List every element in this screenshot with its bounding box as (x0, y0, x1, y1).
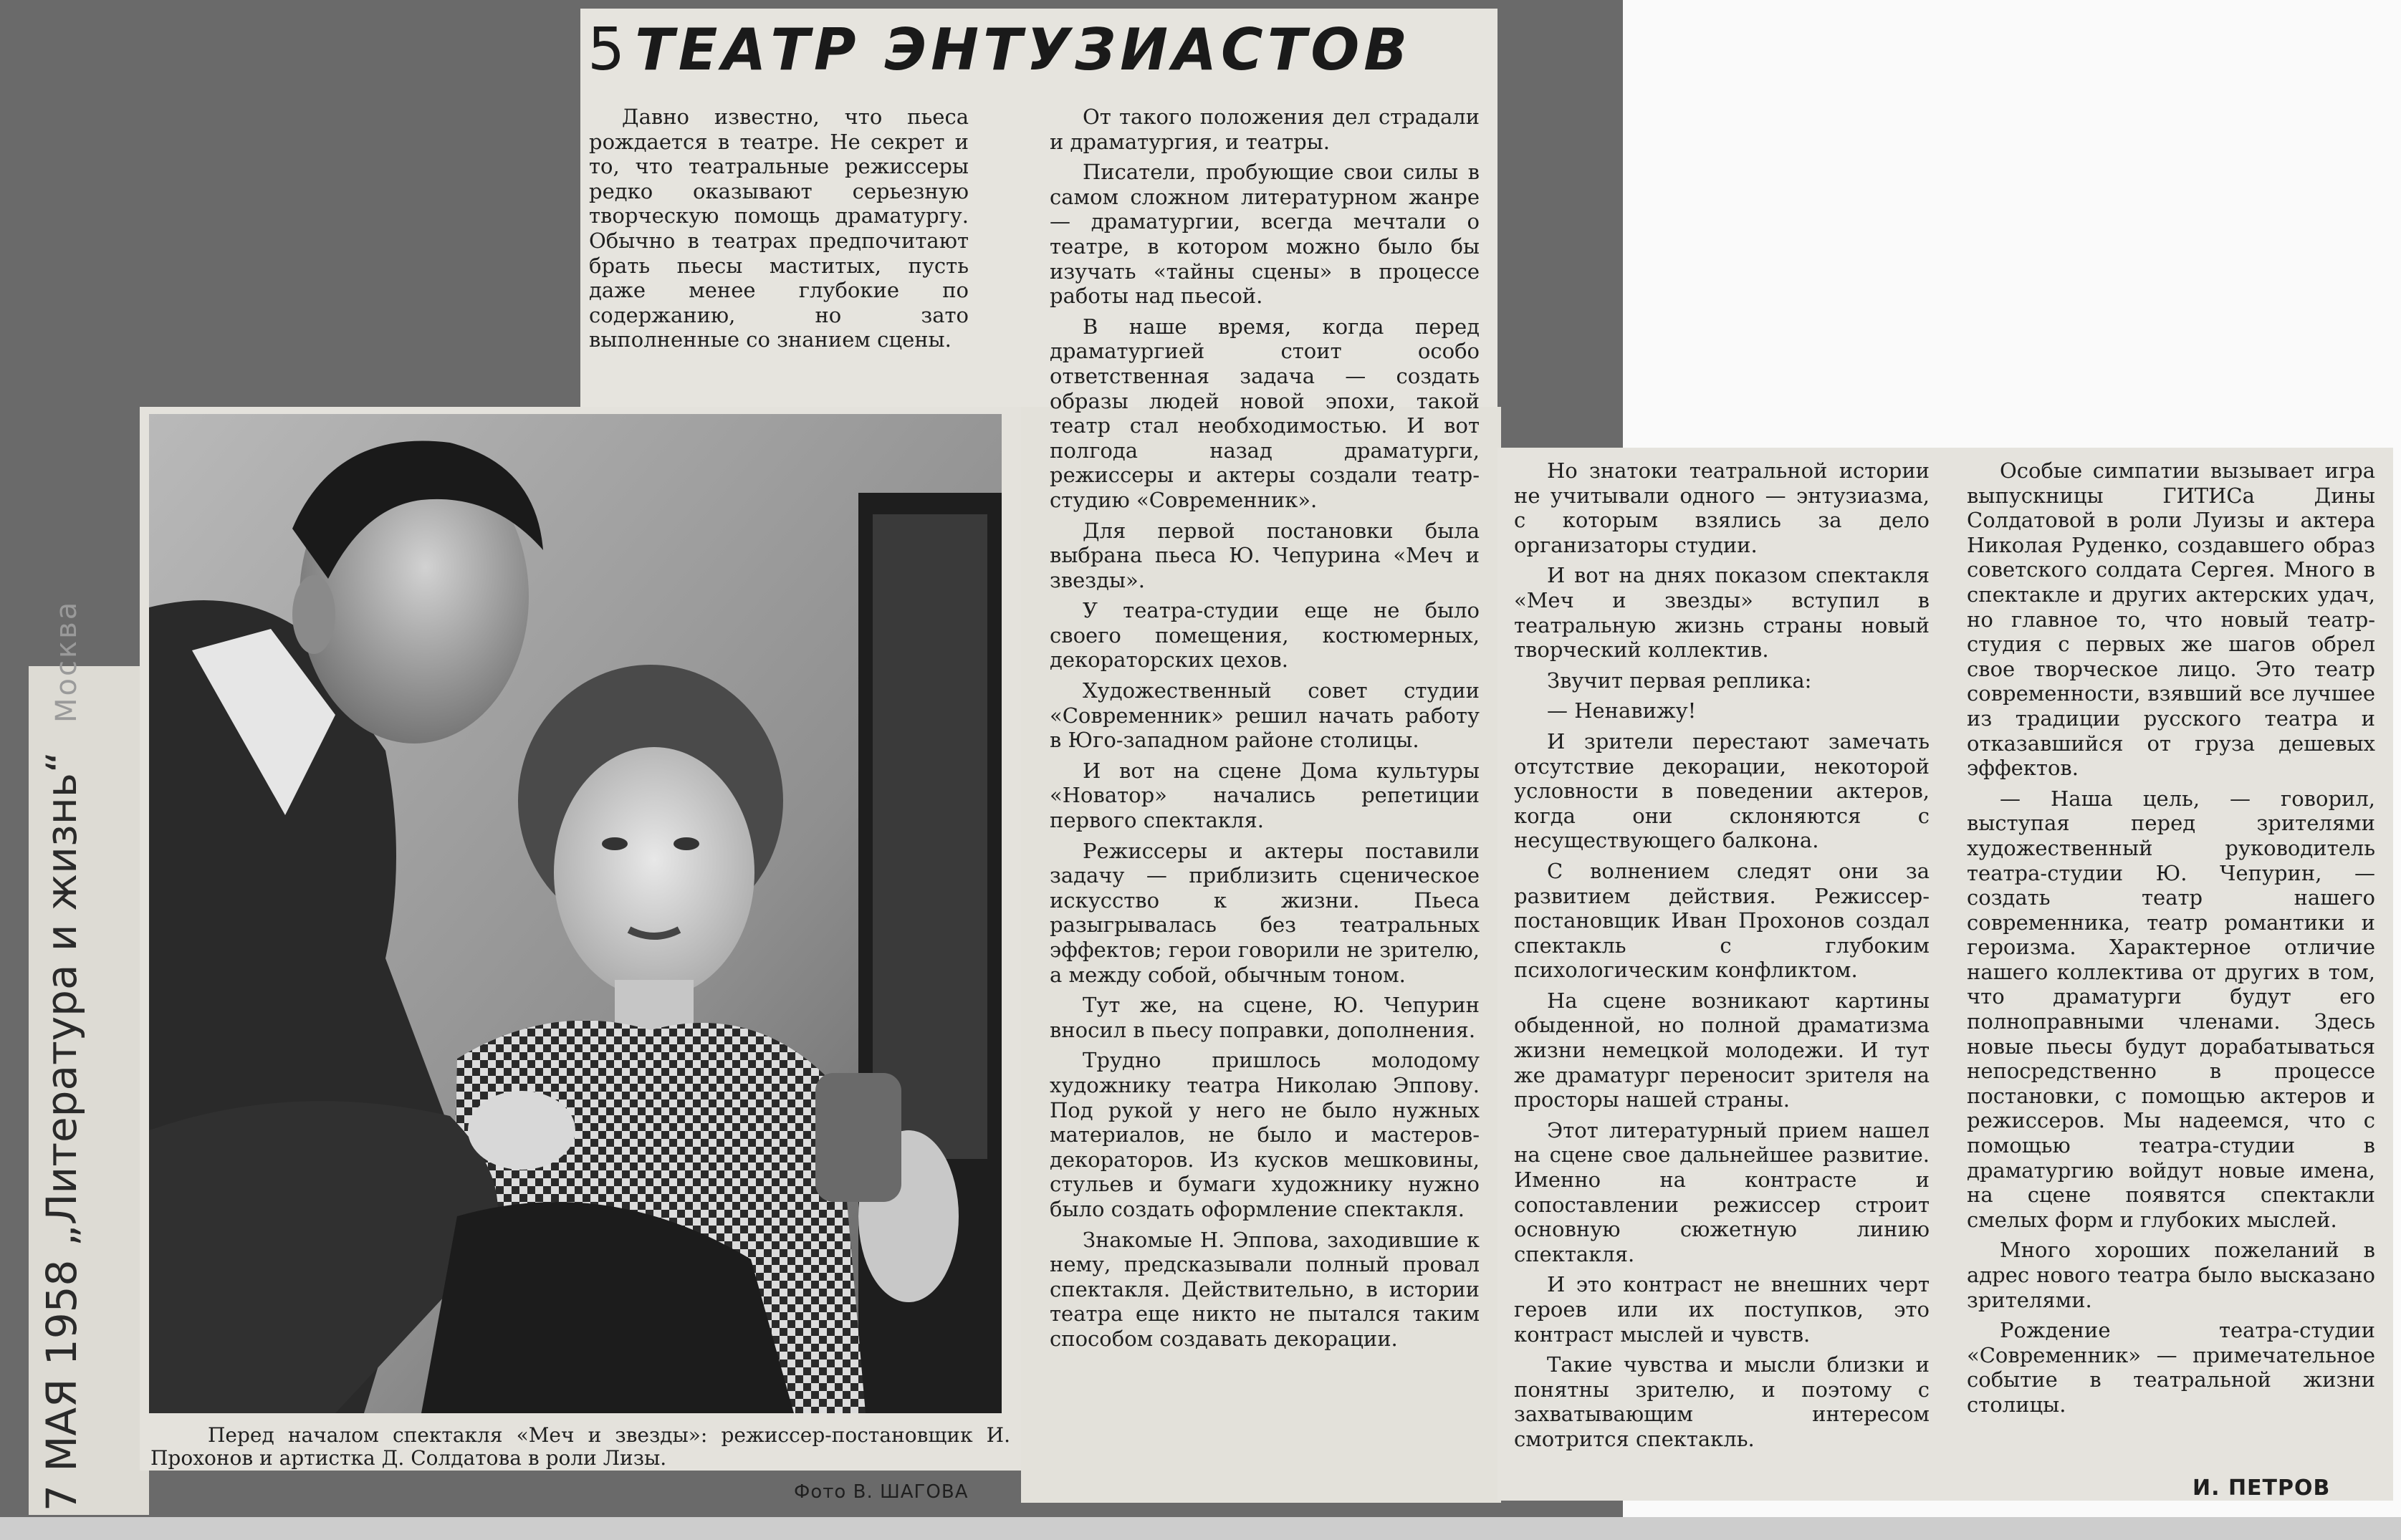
stamp-text: 7 МАЯ 1958 „Литература и жизнь“ (37, 751, 86, 1511)
column-4 (1967, 458, 2375, 1418)
paragraph: И это контраст не внешних черт героев или их поступков, это контраст мыслей и чувств. (1514, 1272, 1930, 1347)
paragraph: На сцене возникают картины обыденной, но полной драматизма жизни немецкой молодежи. И тут же драматург переносит зрителя на просторы нашей страны. (1514, 988, 1930, 1112)
paragraph: И зрители перестают замечать отсутствие декорации, некоторой условности в поведении актеров, когда они склоняются с несуществующего балкона. (1514, 728, 1930, 853)
paragraph: Такие чувства и мысли близки и понятны зрителю, и поэтому с захватывающим интересом смотрится спектакль. (1514, 1352, 1930, 1451)
date-stamp (37, 600, 116, 1511)
article-photo (149, 414, 1002, 1413)
headline-text: ТЕАТР ЭНТУЗИАСТОВ (635, 16, 1412, 83)
stamp-city: Москва (50, 600, 83, 723)
clipping-number: 5 (588, 16, 626, 84)
paragraph: Этот литературный прием нашел на сцене свое дальнейшее развитие. Именно на контрасте и сопоставлении режиссер строит основную сюжетную линию спектакля. (1514, 1117, 1930, 1266)
headline (588, 16, 1490, 84)
paragraph: С волнением следят они за развитием действия. Режиссер-постановщик Иван Прохонов создал спектакль с глубоким психологическим конфликтом. (1514, 858, 1930, 983)
paragraph: — Ненавижу! (1547, 698, 1697, 723)
paragraph: Много хороших пожеланий в адрес нового театра было высказано зрителями. (1967, 1238, 2375, 1312)
paragraph: От такого положения дел страдали и драматургия, и театры. (1050, 105, 1480, 154)
photo-illustration (149, 414, 1002, 1413)
paragraph: У театра-студии еще не было своего помещения, костюмерных, декораторских цехов. (1050, 598, 1480, 673)
paragraph: Звучит первая реплика: (1547, 668, 1812, 693)
paragraph: Тут же, на сцене, Ю. Чепурин вносил в пьесу поправки, дополнения. (1050, 993, 1480, 1042)
photo-caption (150, 1424, 1010, 1470)
column-3 (1514, 458, 1930, 1452)
photo-credit: Фото В. ШАГОВА (794, 1481, 969, 1503)
paragraph: Давно известно, что пьеса рождается в театре. Не секрет и то, что театральные режиссеры редко оказывают серьезную творческую помощь драматургу. Обычно в театрах предпочитают брать пьесы маститых, пусть даже менее глубокие по содержанию, но зато выполненные со знанием сцены. (589, 105, 969, 352)
paragraph: Рождение театра-студии «Современник» — примечательное событие в театральной жизни столицы. (1967, 1318, 2375, 1417)
paragraph: Особые симпатии вызывает игра выпускницы ГИТИСа Дины Солдатовой в роли Луизы и актера Николая Руденко, создавшего образ советского солдата Сергея. Много в спектакле и других актерских удач, но главное то, что новый театр-студия с первых же шагов обрел свое творческое лицо. Это театр современности, взявший все лучшее из традиции русского театра и отказавшийся от груза дешевых эффектов. (1967, 458, 2375, 781)
paragraph: — Наша цель, — говорил, выступая перед зрителями художественный руководитель театра-студии Ю. Чепурин, — создать театр нашего современника, театр романтики и героизма. Характерное отличие нашего коллектива от других в том, что драматурги будут его полноправными членами. Здесь новые пьесы будут дорабатываться непосредственно в процессе постановки, с помощью актеров и режиссеров. Мы надеемся, что с помощью театра-студии в драматургию войдут новые имена, на сцене появятся спектакли смелых форм и глубоких мыслей. (1967, 786, 2375, 1232)
author-signature: И. ПЕТРОВ (2192, 1476, 2331, 1501)
paragraph: Трудно пришлось молодому художнику театра Николаю Эппову. Под рукой у него не было нужных материалов, не было и мастеров-декораторов. Из кусков мешковины, стульев и бумаги художнику нужно было создать оформление спектакля. (1050, 1048, 1480, 1221)
paragraph: Для первой постановки была выбрана пьеса Ю. Чепурина «Меч и звезды». (1050, 518, 1480, 592)
column-2 (1050, 105, 1480, 1352)
paragraph: Художественный совет студии «Современник» решил начать работу в Юго-западном районе столицы. (1050, 678, 1480, 753)
photo-caption-text: Перед началом спектакля «Меч и звезды»: режиссер-постановщик И. Прохонов и артистка Д. Солдатова в роли Лизы. (150, 1423, 1010, 1470)
paragraph: И вот на сцене Дома культуры «Новатор» начались репетиции первого спектакля. (1050, 758, 1480, 833)
paragraph: Но знатоки театральной истории не учитывали одного — энтузиазма, с которым взялись за дело организаторы студии. (1514, 458, 1930, 557)
paragraph: И вот на днях показом спектакля «Меч и звезды» вступил в театральную жизнь страны новый творческий коллектив. (1514, 563, 1930, 663)
paragraph: Режиссеры и актеры поставили задачу — приблизить сценическое искусство к жизни. Пьеса разыгрывалась без театральных эффектов; герои говорили не зрителю, а между собой, обычным тоном. (1050, 838, 1480, 987)
paragraph: Знакомые Н. Эппова, заходившие к нему, предсказывали полный провал спектакля. Действительно, в истории театра еще никто не пытался таким способом создавать декорации. (1050, 1227, 1480, 1351)
paragraph: В наше время, когда перед драматургией стоит особо ответственная задача — создать образы людей новой эпохи, такой театр стал необходимостью. И вот полгода назад драматурги, режиссеры и актеры создали театр-студию «Современник». (1050, 314, 1480, 512)
column-1 (589, 105, 969, 352)
paragraph: Писатели, пробующие свои силы в самом сложном литературном жанре — драматургии, всегда мечтали о театре, в котором можно было бы изучать «тайны сцены» в процессе работы над пьесой. (1050, 160, 1480, 309)
